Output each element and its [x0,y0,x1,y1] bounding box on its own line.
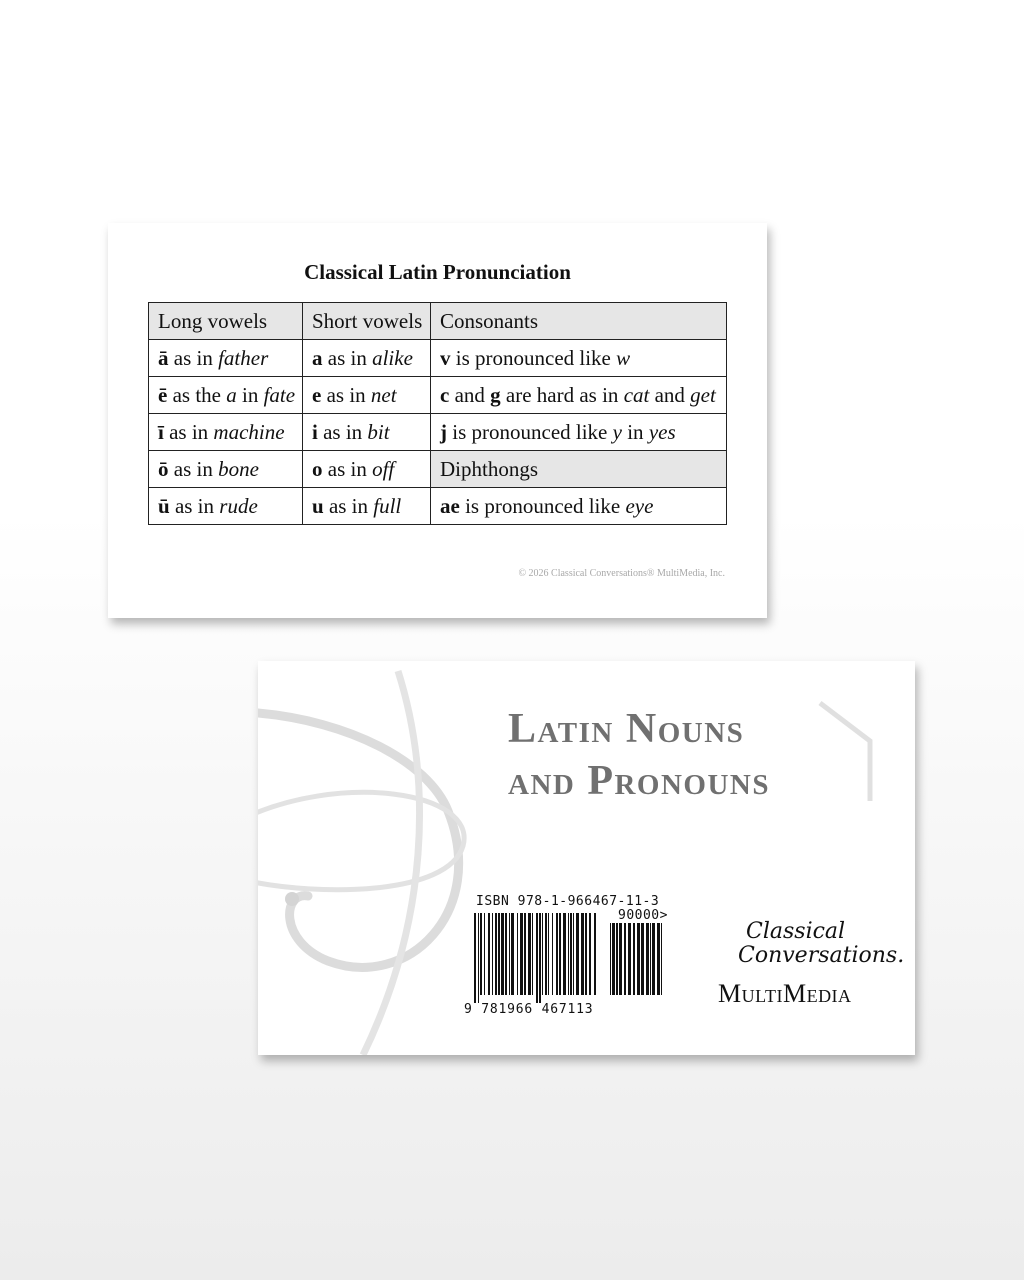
table-row [149,340,727,377]
barcode-bar [657,923,660,995]
barcode-bar [532,913,533,995]
table-row [149,377,727,414]
table-cell: ae is pronounced like eye [431,488,727,525]
logo-line2: Conversations. [738,943,905,968]
product-title-line2: and Pronouns [508,758,770,804]
table-row [149,414,727,451]
barcode-bar [517,913,518,995]
barcode-bar [650,923,651,995]
header-consonants: Consonants [431,303,727,340]
barcode-bar [637,923,640,995]
barcode-bar [478,913,479,1003]
card-title: Classical Latin Pronunciation [304,260,571,284]
table-cell: j is pronounced like y in yes [431,414,727,451]
isbn-label: ISBN 978-1-966467-11-3 [476,894,660,909]
barcode-bar [488,913,490,995]
table-cell: e as in net [303,377,431,414]
barcode-bar [612,923,615,995]
barcode-bar [570,913,572,995]
barcode-bar [498,913,500,995]
table-cell: a as in alike [303,340,431,377]
table-cell: ā as in father [149,340,303,377]
barcode-bar [641,923,644,995]
logo-line3: MultiMedia [718,979,852,1008]
barcode-addon [610,923,668,1003]
barcode-bar [552,913,553,995]
barcode-bar [559,913,561,995]
barcode-bar [661,923,662,995]
table-cell: i as in bit [303,414,431,451]
pronunciation-table [148,302,727,525]
table-cell: u as in full [303,488,431,525]
barcode-bar [616,923,618,995]
barcode [474,913,602,1003]
table-cell: ī as in machine [149,414,303,451]
barcode-bar [610,923,611,995]
barcode-digits: 9 781966 467113 [464,1002,594,1017]
barcode-bar [505,913,507,995]
header-long-vowels: Long vowels [149,303,303,340]
barcode-bar [509,913,510,995]
product-title-line1: Latin Nouns [508,706,745,752]
barcode-bar [524,913,526,995]
barcode-bar [545,913,547,995]
copyright-notice: © 2026 Classical Conversations® MultiMedia, Inc. [518,568,725,579]
barcode-bar [652,923,655,995]
cover-card [258,661,915,1055]
table-cell: ū as in rude [149,488,303,525]
barcode-bar [568,913,569,995]
barcode-bar [501,913,504,995]
barcode-bar [624,923,626,995]
barcode-bar [573,913,574,995]
barcode-bar [480,913,482,995]
barcode-bar [536,913,538,1003]
barcode-bar [495,913,497,995]
barcode-bar [484,913,485,995]
barcode-bar [520,913,523,995]
header-short-vowels: Short vowels [303,303,431,340]
barcode-bar [585,913,587,995]
barcode-bar [556,913,558,995]
price-code: 90000> [618,908,668,923]
logo-line1: Classical [746,919,846,944]
pronunciation-card [108,223,767,618]
barcode-bar [511,913,514,995]
barcode-bar [628,923,631,995]
publisher-logo [706,897,905,1008]
barcode-bar [548,913,549,995]
barcode-bar [589,913,591,995]
barcode-bar [576,913,579,995]
barcode-bar [492,913,493,995]
barcode-bar [528,913,531,995]
table-cell: ē as the a in fate [149,377,303,414]
barcode-bar [563,913,566,995]
barcode-bar [646,923,649,995]
table-cell: o as in off [303,451,431,488]
barcode-bar [581,913,584,995]
table-row [149,488,727,525]
barcode-bar [474,913,476,1003]
barcode-bar [619,923,622,995]
table-cell: v is pronounced like w [431,340,727,377]
barcode-bar [594,913,596,995]
barcode-bar [633,923,635,995]
table-cell: c and g are hard as in cat and get [431,377,727,414]
barcode-bar [542,913,543,995]
table-header-row [149,303,727,340]
barcode-bar [539,913,541,1003]
table-cell: Diphthongs [431,451,727,488]
table-cell: ō as in bone [149,451,303,488]
table-row [149,451,727,488]
